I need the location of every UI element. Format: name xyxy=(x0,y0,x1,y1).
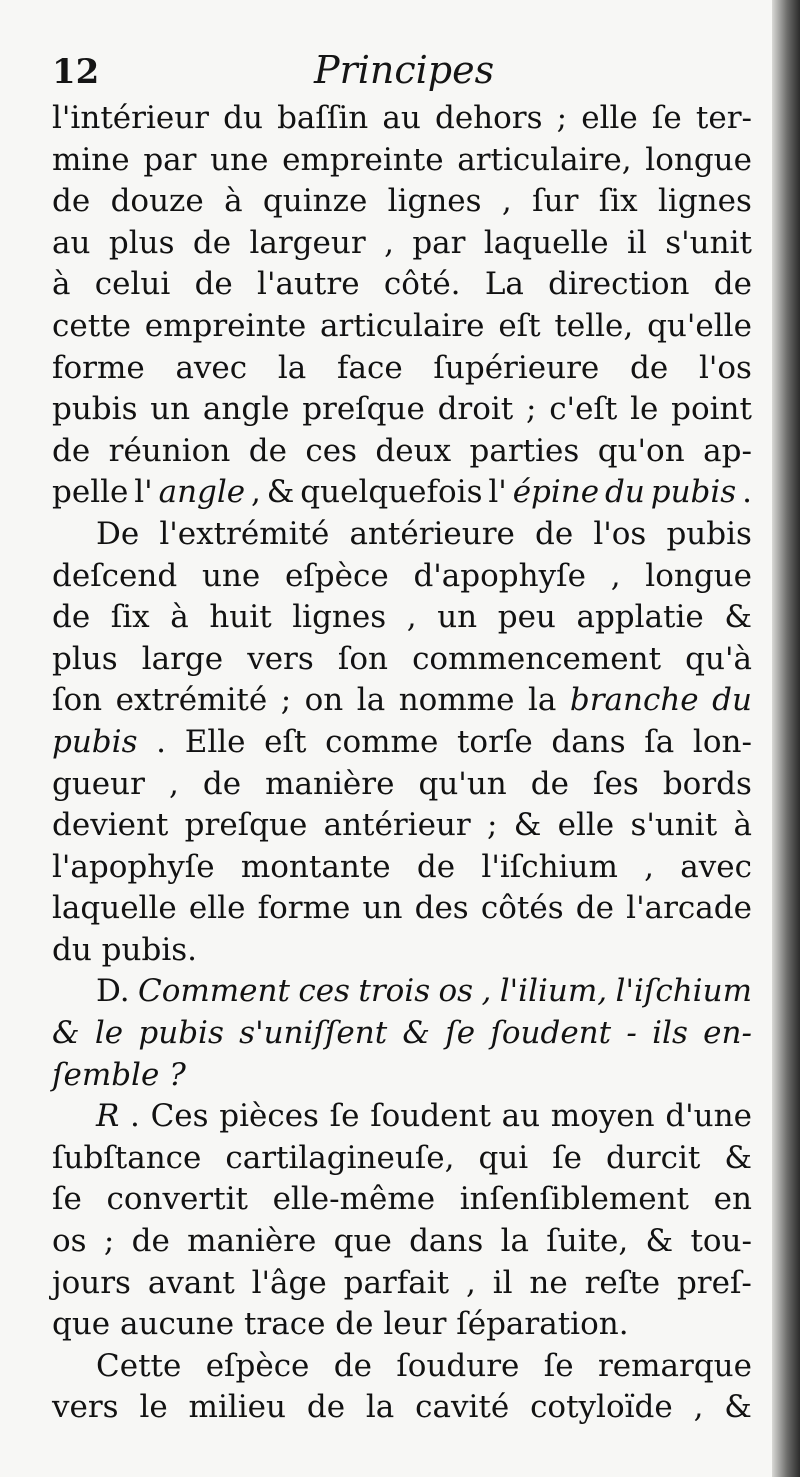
book-gutter-shadow xyxy=(772,0,800,1477)
text-line: ſemble ? xyxy=(52,1056,186,1093)
text-line: & le pubis s'uniſſent & ſe ſoudent - ils en- xyxy=(52,1015,752,1052)
text-line: l'intérieur du baſſin au dehors ; elle ſe ter- xyxy=(52,100,752,136)
text-line: l'apophyſe montante de l'iſchium , avec xyxy=(52,848,752,885)
text-line: Cette eſpèce de ſoudure ſe remarque xyxy=(96,1347,752,1384)
page-number: 12 xyxy=(52,52,100,92)
text-line: à celui de l'autre côté. La direction de xyxy=(52,266,752,303)
text-line: cette empreinte articulaire eſt telle, qu'elle xyxy=(52,307,752,344)
text-line: laquelle elle forme un des côtés de l'arcade xyxy=(52,890,752,927)
text-line: ſubſtance cartilagineuſe, qui ſe durcit & xyxy=(52,1139,752,1176)
text-line: plus large vers ſon commencement qu'à xyxy=(52,640,752,677)
text-line: os ; de manière que dans la ſuite, & tou- xyxy=(52,1223,752,1260)
text-line: gueur , de manière qu'un de ſes bords xyxy=(52,765,752,802)
text-line: de douze à quinze lignes , ſur ſix lignes xyxy=(52,183,752,220)
text-line: De l'extrémité antérieure de l'os pubis xyxy=(96,515,752,552)
text-line: pubis . Elle eſt comme torſe dans ſa lon- xyxy=(52,723,752,760)
text-line: R . Ces pièces ſe ſoudent au moyen d'une xyxy=(96,1098,752,1135)
text-line: jours avant l'âge parfait , il ne reſte preſ- xyxy=(52,1264,752,1301)
text-line: D. Comment ces trois os , l'ilium, l'iſchium xyxy=(96,973,752,1010)
text-line: mine par une empreinte articulaire, longue xyxy=(52,141,752,178)
text-line: ſon extrémité ; on la nomme la branche du xyxy=(52,682,752,719)
text-line: au plus de largeur , par laquelle il s'unit xyxy=(52,224,752,261)
text-line: du pubis. xyxy=(52,931,198,968)
text-line: de réunion de ces deux parties qu'on ap- xyxy=(52,432,752,469)
text-line: forme avec la face ſupérieure de l'os xyxy=(52,349,752,386)
text-line: que aucune trace de leur ſéparation. xyxy=(52,1306,629,1343)
body-text xyxy=(52,98,752,1429)
page-header xyxy=(52,48,752,98)
text-line: pubis un angle preſque droit ; c'eſt le point xyxy=(52,391,752,428)
text-line: pelle l' angle , & quelquefois l' épine du pubis . xyxy=(52,474,752,511)
text-line: de ſix à huit lignes , un peu applatie & xyxy=(52,599,752,636)
text-line: ſe convertit elle-même inſenſiblement en xyxy=(52,1181,752,1218)
text-line: deſcend une eſpèce d'apophyſe , longue xyxy=(52,557,752,594)
text-line: vers le milieu de la cavité cotyloïde , & xyxy=(52,1389,752,1426)
text-line: devient preſque antérieur ; & elle s'unit à xyxy=(52,807,752,844)
running-title: Principes xyxy=(314,48,495,92)
